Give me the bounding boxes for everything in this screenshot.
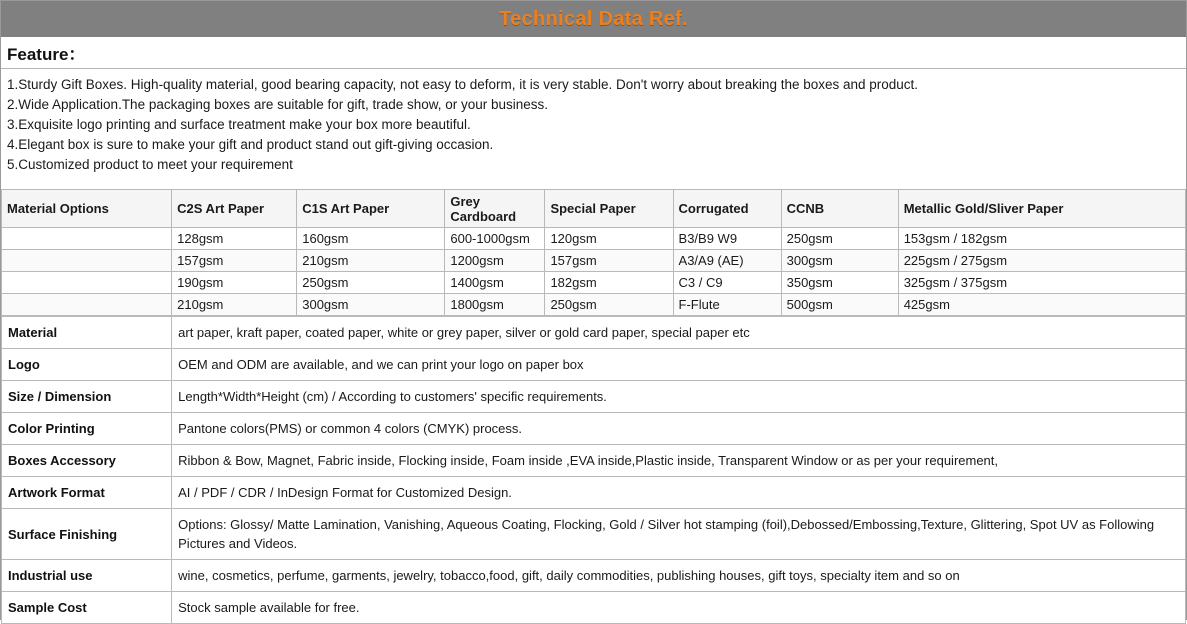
table-cell: 250gsm (297, 272, 445, 294)
table-cell: 350gsm (781, 272, 898, 294)
spec-value: art paper, kraft paper, coated paper, white or grey paper, silver or gold card paper, special paper etc (172, 317, 1186, 349)
column-header: CCNB (781, 190, 898, 228)
table-row (2, 228, 1186, 250)
spec-row (2, 381, 1186, 413)
column-header: C2S Art Paper (172, 190, 297, 228)
table-cell (2, 228, 172, 250)
table-cell: C3 / C9 (673, 272, 781, 294)
table-header-row (2, 190, 1186, 228)
spec-label: Sample Cost (2, 592, 172, 624)
spec-label: Boxes Accessory (2, 445, 172, 477)
spec-row (2, 349, 1186, 381)
material-options-table (1, 189, 1186, 316)
feature-item: 1.Sturdy Gift Boxes. High-quality material, good bearing capacity, not easy to deform, it is very stable. Don't worry about breaking the boxes and product. (7, 77, 919, 92)
spec-label: Surface Finishing (2, 509, 172, 560)
table-cell: 500gsm (781, 294, 898, 316)
table-cell: 300gsm (297, 294, 445, 316)
spec-value: Ribbon & Bow, Magnet, Fabric inside, Flocking inside, Foam inside ,EVA inside,Plastic inside, Transparent Window or as per your requirement, (172, 445, 1186, 477)
feature-list (1, 69, 1186, 181)
spec-value: Stock sample available for free. (172, 592, 1186, 624)
specification-table (1, 316, 1186, 624)
spec-row (2, 560, 1186, 592)
table-cell: 300gsm (781, 250, 898, 272)
spec-label: Logo (2, 349, 172, 381)
table-cell: 153gsm / 182gsm (898, 228, 1185, 250)
spec-label: Size / Dimension (2, 381, 172, 413)
column-header: Metallic Gold/Sliver Paper (898, 190, 1185, 228)
column-header: Special Paper (545, 190, 673, 228)
table-cell: 325gsm / 375gsm (898, 272, 1185, 294)
spec-value: wine, cosmetics, perfume, garments, jewelry, tobacco,food, gift, daily commodities, publishing houses, gift toys, specialty item and so on (172, 560, 1186, 592)
spec-row (2, 592, 1186, 624)
feature-heading-label: Feature： (7, 45, 86, 64)
table-cell: 160gsm (297, 228, 445, 250)
table-cell: 210gsm (297, 250, 445, 272)
column-header: Corrugated (673, 190, 781, 228)
spec-row (2, 477, 1186, 509)
table-cell: 182gsm (545, 272, 673, 294)
feature-item: 5.Customized product to meet your requirement (7, 157, 293, 172)
spec-value: Pantone colors(PMS) or common 4 colors (CMYK) process. (172, 413, 1186, 445)
table-cell: 120gsm (545, 228, 673, 250)
column-header: Grey Cardboard (445, 190, 545, 228)
table-cell: 190gsm (172, 272, 297, 294)
table-row (2, 250, 1186, 272)
feature-heading (1, 37, 1186, 69)
table-cell: 1400gsm (445, 272, 545, 294)
spec-value: OEM and ODM are available, and we can print your logo on paper box (172, 349, 1186, 381)
table-row (2, 294, 1186, 316)
page-title: Technical Data Ref. (499, 7, 688, 30)
table-cell: 128gsm (172, 228, 297, 250)
spec-row (2, 317, 1186, 349)
table-cell (2, 294, 172, 316)
spec-row (2, 413, 1186, 445)
table-row (2, 272, 1186, 294)
table-cell: A3/A9 (AE) (673, 250, 781, 272)
feature-item: 2.Wide Application.The packaging boxes are suitable for gift, trade show, or your business. (7, 97, 549, 112)
table-cell: F-Flute (673, 294, 781, 316)
spec-value: AI / PDF / CDR / InDesign Format for Customized Design. (172, 477, 1186, 509)
spec-label: Industrial use (2, 560, 172, 592)
header-bar (1, 1, 1186, 37)
spec-label: Color Printing (2, 413, 172, 445)
table-cell (2, 250, 172, 272)
table-cell: 157gsm (172, 250, 297, 272)
spec-row (2, 509, 1186, 560)
spec-value: Length*Width*Height (cm) / According to customers' specific requirements. (172, 381, 1186, 413)
table-cell: 250gsm (545, 294, 673, 316)
column-header: C1S Art Paper (297, 190, 445, 228)
column-header: Material Options (2, 190, 172, 228)
table-cell: 250gsm (781, 228, 898, 250)
table-cell: 225gsm / 275gsm (898, 250, 1185, 272)
table-cell (2, 272, 172, 294)
spec-label: Artwork Format (2, 477, 172, 509)
table-cell: 425gsm (898, 294, 1185, 316)
table-cell: 1800gsm (445, 294, 545, 316)
table-cell: 210gsm (172, 294, 297, 316)
table-cell: 600-1000gsm (445, 228, 545, 250)
spec-row (2, 445, 1186, 477)
spec-value: Options: Glossy/ Matte Lamination, Vanishing, Aqueous Coating, Flocking, Gold / Silver hot stamping (foil),Debossed/Embossing,Texture, Glittering, Spot UV as Following Pictures and Videos. (172, 509, 1186, 560)
table-cell: 1200gsm (445, 250, 545, 272)
feature-item: 3.Exquisite logo printing and surface treatment make your box more beautiful. (7, 117, 471, 132)
spec-label: Material (2, 317, 172, 349)
feature-item: 4.Elegant box is sure to make your gift and product stand out gift-giving occasion. (7, 137, 494, 152)
table-cell: B3/B9 W9 (673, 228, 781, 250)
table-cell: 157gsm (545, 250, 673, 272)
